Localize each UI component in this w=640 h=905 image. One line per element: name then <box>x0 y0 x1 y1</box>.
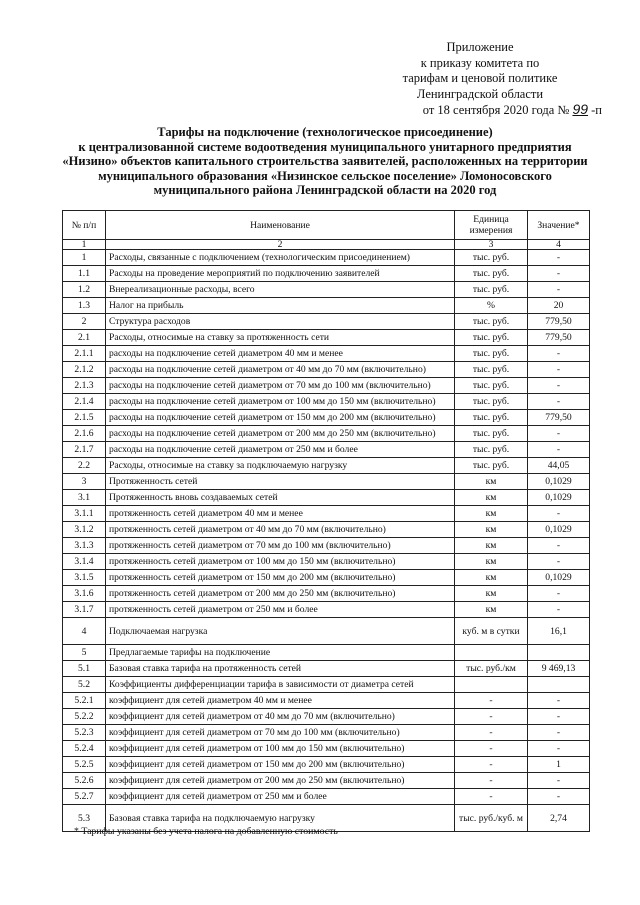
row-num: 4 <box>63 618 106 645</box>
row-num: 5.2.7 <box>63 789 106 805</box>
table-row <box>63 677 590 693</box>
row-num: 2.1.6 <box>63 426 106 442</box>
row-name: Протяженность вновь создаваемых сетей <box>106 490 455 506</box>
row-unit: км <box>455 490 528 506</box>
row-value: - <box>528 346 590 362</box>
row-value: - <box>528 773 590 789</box>
table-row <box>63 298 590 314</box>
row-unit: тыс. руб. <box>455 426 528 442</box>
row-unit: тыс. руб. <box>455 410 528 426</box>
row-num: 2.1.3 <box>63 378 106 394</box>
table-row <box>63 789 590 805</box>
table-row <box>63 394 590 410</box>
row-num: 3.1.6 <box>63 586 106 602</box>
row-name: расходы на подключение сетей диаметром от 40 мм до 70 мм (включительно) <box>106 362 455 378</box>
table-row <box>63 709 590 725</box>
row-num: 3 <box>63 474 106 490</box>
row-name: коэффициент для сетей диаметром от 150 мм до 200 мм (включительно) <box>106 757 455 773</box>
row-unit: тыс. руб./куб. м <box>455 805 528 832</box>
row-num: 3.1.5 <box>63 570 106 586</box>
table-row <box>63 725 590 741</box>
row-value: 779,50 <box>528 330 590 346</box>
row-name: коэффициент для сетей диаметром от 250 мм и более <box>106 789 455 805</box>
row-unit: км <box>455 474 528 490</box>
row-value <box>528 677 590 693</box>
row-name: протяженность сетей диаметром от 150 мм до 200 мм (включительно) <box>106 570 455 586</box>
row-value: 9 469,13 <box>528 661 590 677</box>
row-value: - <box>528 693 590 709</box>
row-unit <box>455 677 528 693</box>
table-row <box>63 693 590 709</box>
index-cell: 4 <box>528 240 590 250</box>
row-num: 2.1.7 <box>63 442 106 458</box>
table-row <box>63 645 590 661</box>
table-row <box>63 757 590 773</box>
row-value: - <box>528 394 590 410</box>
row-name: расходы на подключение сетей диаметром от 70 мм до 100 мм (включительно) <box>106 378 455 394</box>
row-unit: тыс. руб. <box>455 282 528 298</box>
table-row <box>63 266 590 282</box>
title-line-1: Тарифы на подключение (технологическое присоединение) <box>157 125 493 139</box>
appendix-block <box>350 40 610 119</box>
row-unit: тыс. руб. <box>455 266 528 282</box>
document-title <box>40 125 610 198</box>
row-name: протяженность сетей диаметром 40 мм и менее <box>106 506 455 522</box>
row-name: протяженность сетей диаметром от 200 мм до 250 мм (включительно) <box>106 586 455 602</box>
table-row <box>63 282 590 298</box>
appendix-committee: тарифам и ценовой политике <box>402 71 558 85</box>
row-value: 16,1 <box>528 618 590 645</box>
row-value: - <box>528 725 590 741</box>
row-num: 3.1 <box>63 490 106 506</box>
row-unit: тыс. руб. <box>455 394 528 410</box>
table-body <box>63 250 590 832</box>
row-unit: - <box>455 773 528 789</box>
row-value: - <box>528 266 590 282</box>
row-num: 2.2 <box>63 458 106 474</box>
row-name: Налог на прибыль <box>106 298 455 314</box>
row-num: 1.1 <box>63 266 106 282</box>
table-row <box>63 458 590 474</box>
row-value: 44,05 <box>528 458 590 474</box>
row-num: 5.2 <box>63 677 106 693</box>
row-name: Расходы, относимые на ставку за протяженность сети <box>106 330 455 346</box>
footnote: * Тарифы указаны без учета налога на добавленную стоимость <box>74 826 338 837</box>
table-row <box>63 378 590 394</box>
row-unit: - <box>455 709 528 725</box>
row-unit: тыс. руб. <box>455 362 528 378</box>
appendix-order-line <box>350 102 610 119</box>
table-index-row <box>63 240 590 250</box>
title-line-2: к централизованной системе водоотведения муниципального унитарного предприятия <box>78 139 572 154</box>
row-value: - <box>528 709 590 725</box>
row-value: 2,74 <box>528 805 590 832</box>
row-value: - <box>528 378 590 394</box>
row-value: 0,1029 <box>528 570 590 586</box>
row-num: 3.1.4 <box>63 554 106 570</box>
tariffs-table <box>62 210 590 832</box>
row-name: расходы на подключение сетей диаметром от 150 мм до 200 мм (включительно) <box>106 410 455 426</box>
table-row <box>63 442 590 458</box>
row-num: 5 <box>63 645 106 661</box>
row-value: 0,1029 <box>528 490 590 506</box>
table-row <box>63 506 590 522</box>
row-num: 5.3 <box>63 805 106 832</box>
title-line-5: муниципального района Ленинградской области на 2020 год <box>153 183 497 197</box>
row-value: - <box>528 741 590 757</box>
row-name: Коэффициенты дифференциации тарифа в зависимости от диаметра сетей <box>106 677 455 693</box>
row-unit: - <box>455 725 528 741</box>
row-num: 5.1 <box>63 661 106 677</box>
header-value: Значение* <box>528 211 590 240</box>
row-num: 2.1 <box>63 330 106 346</box>
table-header-row <box>63 211 590 240</box>
table-row <box>63 538 590 554</box>
row-unit: км <box>455 570 528 586</box>
table-row <box>63 773 590 789</box>
row-name: Предлагаемые тарифы на подключение <box>106 645 455 661</box>
row-name: протяженность сетей диаметром от 70 мм до 100 мм (включительно) <box>106 538 455 554</box>
row-name: расходы на подключение сетей диаметром от 100 мм до 150 мм (включительно) <box>106 394 455 410</box>
table-row <box>63 330 590 346</box>
row-name: коэффициент для сетей диаметром от 200 мм до 250 мм (включительно) <box>106 773 455 789</box>
row-num: 2.1.4 <box>63 394 106 410</box>
index-cell: 1 <box>63 240 106 250</box>
row-num: 3.1.7 <box>63 602 106 618</box>
appendix-label: Приложение <box>446 40 514 54</box>
row-unit: тыс. руб./км <box>455 661 528 677</box>
order-suffix: -п <box>591 103 602 117</box>
row-name: Расходы на проведение мероприятий по подключению заявителей <box>106 266 455 282</box>
table-row <box>63 362 590 378</box>
row-num: 3.1.3 <box>63 538 106 554</box>
row-unit: % <box>455 298 528 314</box>
row-num: 1.2 <box>63 282 106 298</box>
row-num: 5.2.3 <box>63 725 106 741</box>
row-num: 2.1.5 <box>63 410 106 426</box>
row-value: - <box>528 426 590 442</box>
row-value: 20 <box>528 298 590 314</box>
title-line-3: «Низино» объектов капитального строительства заявителей, расположенных на территории <box>62 154 588 168</box>
row-unit: - <box>455 789 528 805</box>
table-row <box>63 474 590 490</box>
row-num: 5.2.5 <box>63 757 106 773</box>
row-name: Внереализационные расходы, всего <box>106 282 455 298</box>
row-num: 1.3 <box>63 298 106 314</box>
row-value: - <box>528 250 590 266</box>
row-unit: тыс. руб. <box>455 330 528 346</box>
row-num: 3.1.1 <box>63 506 106 522</box>
row-unit: км <box>455 522 528 538</box>
table-row <box>63 522 590 538</box>
table-row <box>63 741 590 757</box>
row-num: 2 <box>63 314 106 330</box>
row-unit <box>455 645 528 661</box>
row-name: протяженность сетей диаметром от 40 мм до 70 мм (включительно) <box>106 522 455 538</box>
row-value: - <box>528 282 590 298</box>
table-row <box>63 554 590 570</box>
row-name: коэффициент для сетей диаметром от 40 мм до 70 мм (включительно) <box>106 709 455 725</box>
row-num: 1 <box>63 250 106 266</box>
row-num: 5.2.4 <box>63 741 106 757</box>
table-row <box>63 410 590 426</box>
row-name: расходы на подключение сетей диаметром от 250 мм и более <box>106 442 455 458</box>
row-num: 3.1.2 <box>63 522 106 538</box>
row-unit: тыс. руб. <box>455 458 528 474</box>
row-name: коэффициент для сетей диаметром от 70 мм до 100 мм (включительно) <box>106 725 455 741</box>
row-value: - <box>528 442 590 458</box>
row-unit: тыс. руб. <box>455 314 528 330</box>
row-num: 2.1.2 <box>63 362 106 378</box>
table-row <box>63 490 590 506</box>
row-value <box>528 645 590 661</box>
row-name: Подключаемая нагрузка <box>106 618 455 645</box>
row-num: 2.1.1 <box>63 346 106 362</box>
row-name: Протяженность сетей <box>106 474 455 490</box>
header-num: № п/п <box>63 211 106 240</box>
row-unit: тыс. руб. <box>455 346 528 362</box>
index-cell: 3 <box>455 240 528 250</box>
appendix-region: Ленинградской области <box>416 86 544 101</box>
row-num: 5.2.2 <box>63 709 106 725</box>
row-name: протяженность сетей диаметром от 100 мм до 150 мм (включительно) <box>106 554 455 570</box>
row-name: расходы на подключение сетей диаметром 40 мм и менее <box>106 346 455 362</box>
row-unit: тыс. руб. <box>455 378 528 394</box>
header-name: Наименование <box>106 211 455 240</box>
row-unit: км <box>455 538 528 554</box>
table-row <box>63 602 590 618</box>
row-value: 0,1029 <box>528 474 590 490</box>
title-line-4: муниципального образования «Низинское сельское поселение» Ломоносовского <box>98 168 552 183</box>
row-name: расходы на подключение сетей диаметром от 200 мм до 250 мм (включительно) <box>106 426 455 442</box>
index-cell: 2 <box>106 240 455 250</box>
table-row <box>63 426 590 442</box>
table-row <box>63 586 590 602</box>
header-unit: Единица измерения <box>455 211 528 240</box>
row-value: - <box>528 789 590 805</box>
row-unit: км <box>455 586 528 602</box>
row-name: Структура расходов <box>106 314 455 330</box>
row-unit: - <box>455 693 528 709</box>
table-row <box>63 314 590 330</box>
table-row <box>63 661 590 677</box>
row-value: 779,50 <box>528 314 590 330</box>
row-name: Базовая ставка тарифа на подключаемую нагрузку <box>106 805 455 832</box>
row-value: - <box>528 362 590 378</box>
row-name: Расходы, относимые на ставку за подключаемую нагрузку <box>106 458 455 474</box>
row-name: коэффициент для сетей диаметром 40 мм и менее <box>106 693 455 709</box>
row-value: - <box>528 602 590 618</box>
table-row <box>63 346 590 362</box>
row-value: - <box>528 506 590 522</box>
table-row <box>63 250 590 266</box>
row-unit: тыс. руб. <box>455 442 528 458</box>
row-value: 779,50 <box>528 410 590 426</box>
row-num: 5.2.6 <box>63 773 106 789</box>
row-value: 0,1029 <box>528 522 590 538</box>
row-num: 5.2.1 <box>63 693 106 709</box>
row-unit: - <box>455 741 528 757</box>
row-name: Расходы, связанные с подключением (технологическим присоединением) <box>106 250 455 266</box>
row-name: коэффициент для сетей диаметром от 100 мм до 150 мм (включительно) <box>106 741 455 757</box>
row-unit: - <box>455 757 528 773</box>
row-unit: км <box>455 602 528 618</box>
table-row <box>63 570 590 586</box>
appendix-order-ref: к приказу комитета по <box>420 55 540 70</box>
row-name: Базовая ставка тарифа на протяженность сетей <box>106 661 455 677</box>
row-name: протяженность сетей диаметром от 250 мм и более <box>106 602 455 618</box>
row-unit: куб. м в сутки <box>455 618 528 645</box>
row-unit: км <box>455 554 528 570</box>
row-value: - <box>528 538 590 554</box>
table-row <box>63 618 590 645</box>
row-value: 1 <box>528 757 590 773</box>
row-value: - <box>528 586 590 602</box>
order-date: от 18 сентября 2020 года № <box>422 103 570 117</box>
order-number: 99 <box>572 101 589 117</box>
row-unit: тыс. руб. <box>455 250 528 266</box>
row-unit: км <box>455 506 528 522</box>
row-value: - <box>528 554 590 570</box>
